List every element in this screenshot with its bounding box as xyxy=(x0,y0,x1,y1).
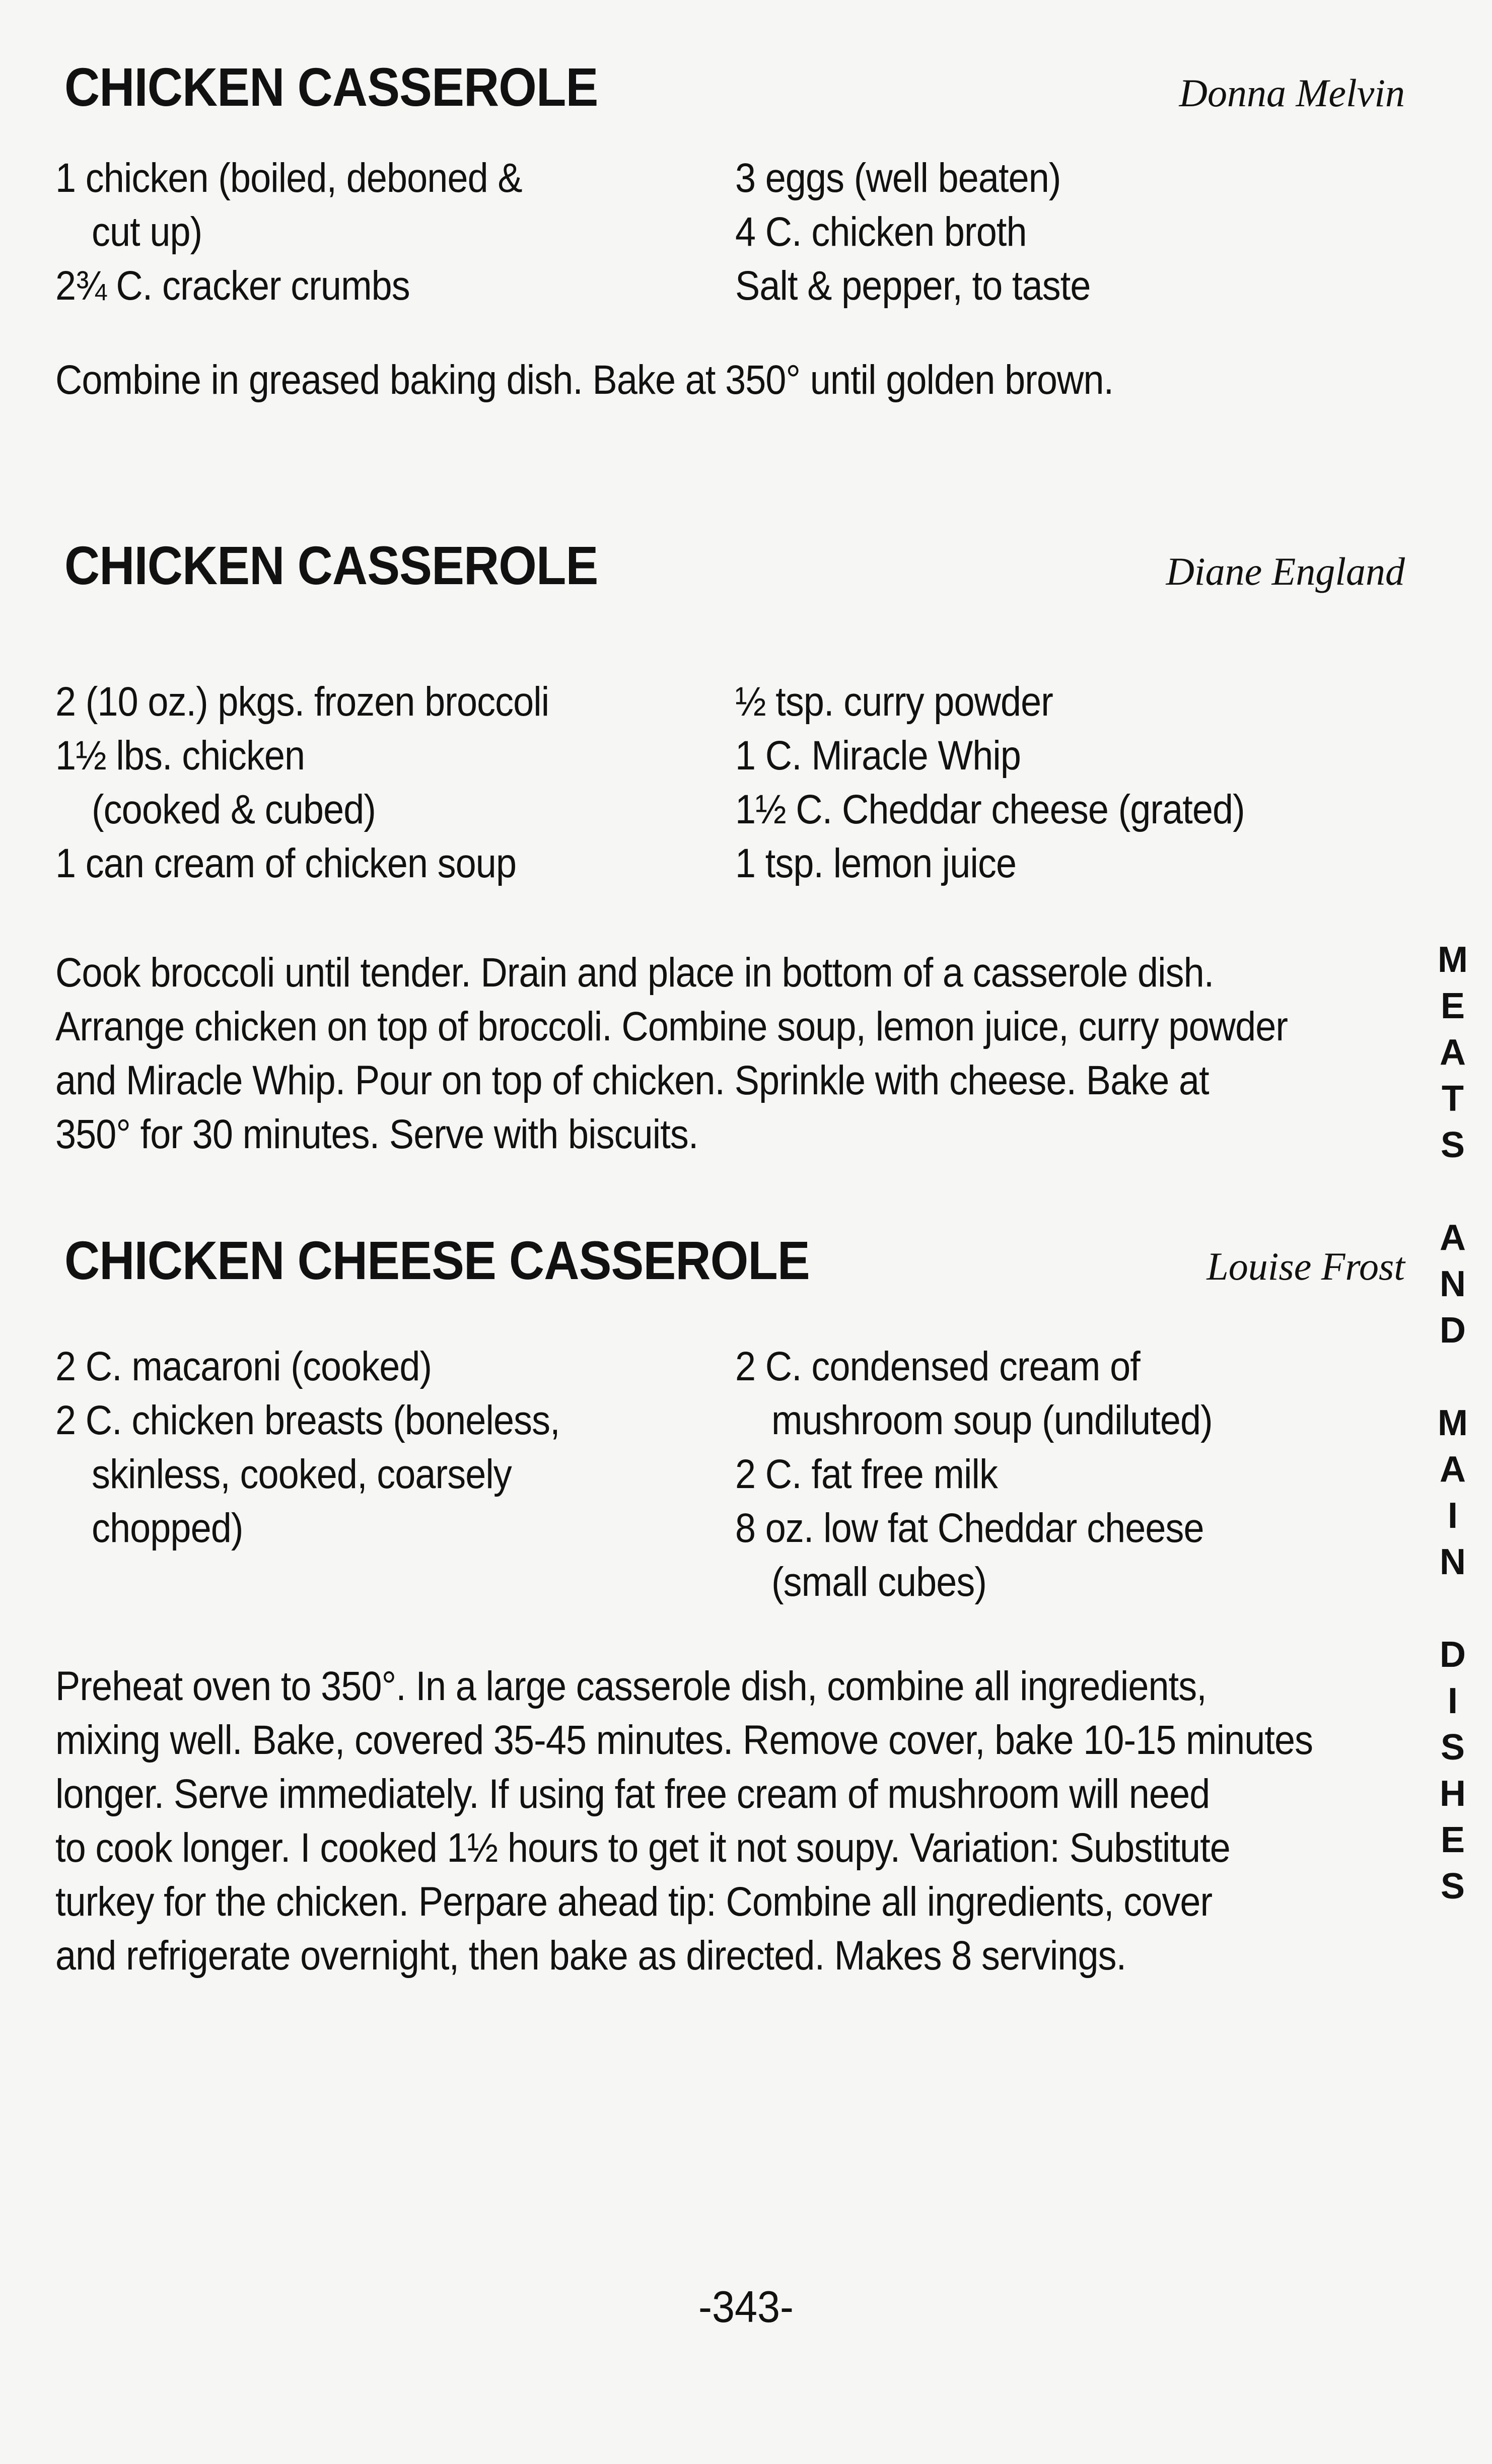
ingredient: 1 C. Miracle Whip xyxy=(735,733,1021,779)
side-tab-letter: A xyxy=(1440,1218,1466,1258)
ingredient: 2 C. chicken breasts (boneless, xyxy=(55,1397,560,1443)
direction-line: Cook broccoli until tender. Drain and place in bottom of a casserole dish. xyxy=(55,950,1214,996)
section-side-tab xyxy=(1425,937,1480,1910)
ingredient: (small cubes) xyxy=(771,1559,987,1605)
direction-line: and refrigerate overnight, then bake as directed. Makes 8 servings. xyxy=(55,1933,1126,1979)
side-tab-letter: M xyxy=(1438,1403,1468,1443)
recipe-title: CHICKEN CHEESE CASSEROLE xyxy=(64,1230,810,1291)
ingredient: Salt & pepper, to taste xyxy=(735,263,1091,309)
side-tab-letter: I xyxy=(1447,1681,1458,1721)
ingredient: 2 C. condensed cream of xyxy=(735,1344,1140,1389)
side-tab-letter: T xyxy=(1442,1079,1464,1119)
ingredient: skinless, cooked, coarsely xyxy=(92,1451,512,1497)
recipe-1 xyxy=(55,55,1405,407)
side-tab-letter: E xyxy=(1440,986,1465,1026)
page-number: -343- xyxy=(698,2282,794,2332)
recipe-3 xyxy=(55,1229,1405,1983)
ingredient: (cooked & cubed) xyxy=(92,787,376,832)
ingredient: 1½ lbs. chicken xyxy=(55,733,305,779)
ingredient: 1 tsp. lemon juice xyxy=(735,840,1017,886)
direction-line: longer. Serve immediately. If using fat free cream of mushroom will need xyxy=(55,1771,1210,1817)
side-tab-letter: A xyxy=(1440,1449,1466,1490)
recipe-author: Diane England xyxy=(1166,549,1405,593)
ingredient: 2 (10 oz.) pkgs. frozen broccoli xyxy=(55,679,549,725)
side-tab-letter: S xyxy=(1440,1866,1465,1907)
side-tab-letter: N xyxy=(1440,1264,1466,1304)
ingredient: ½ tsp. curry powder xyxy=(735,679,1053,725)
recipe-directions xyxy=(55,1659,1313,1983)
direction-line: mixing well. Bake, covered 35-45 minutes. Remove cover, bake 10-15 minutes xyxy=(55,1717,1313,1763)
ingredient: 2¾ C. cracker crumbs xyxy=(55,263,410,309)
direction-line: to cook longer. I cooked 1½ hours to get it not soupy. Variation: Substitute xyxy=(55,1825,1230,1871)
ingredient: mushroom soup (undiluted) xyxy=(771,1397,1213,1443)
ingredient: 3 eggs (well beaten) xyxy=(735,155,1061,201)
recipe-directions xyxy=(55,946,1288,1161)
side-tab-letter: A xyxy=(1440,1032,1466,1073)
side-tab-letter: S xyxy=(1440,1727,1465,1768)
direction-line: turkey for the chicken. Perpare ahead tip: Combine all ingredients, cover xyxy=(55,1879,1213,1925)
ingredient: cut up) xyxy=(92,209,202,255)
direction-line: Preheat oven to 350°. In a large casserole dish, combine all ingredients, xyxy=(55,1663,1206,1709)
side-tab-letter: M xyxy=(1438,940,1468,980)
side-tab-letter: N xyxy=(1440,1542,1466,1582)
side-tab-letter: S xyxy=(1440,1125,1465,1165)
ingredient: 2 C. macaroni (cooked) xyxy=(55,1344,432,1389)
side-tab-letter: H xyxy=(1440,1774,1466,1814)
direction-line: and Miracle Whip. Pour on top of chicken. Sprinkle with cheese. Bake at xyxy=(55,1058,1209,1103)
ingredient: chopped) xyxy=(92,1505,243,1551)
recipe-author: Louise Frost xyxy=(1206,1244,1405,1288)
side-tab-letter: E xyxy=(1440,1820,1465,1860)
side-tab-letter: D xyxy=(1440,1635,1466,1675)
ingredient: 2 C. fat free milk xyxy=(735,1451,998,1497)
ingredient: 8 oz. low fat Cheddar cheese xyxy=(735,1505,1204,1551)
ingredient: 1 chicken (boiled, deboned & xyxy=(55,155,522,201)
recipe-directions xyxy=(55,353,1270,407)
side-tab-letter: D xyxy=(1440,1310,1466,1351)
direction-line: 350° for 30 minutes. Serve with biscuits. xyxy=(55,1111,698,1157)
side-tab-letter: I xyxy=(1447,1496,1458,1536)
recipe-author: Donna Melvin xyxy=(1179,71,1405,115)
ingredient: 4 C. chicken broth xyxy=(735,209,1027,255)
direction-line: Combine in greased baking dish. Bake at 350° until golden brown. xyxy=(55,357,1114,403)
recipe-title: CHICKEN CASSEROLE xyxy=(64,535,598,596)
ingredient: 1½ C. Cheddar cheese (grated) xyxy=(735,787,1245,832)
recipe-title: CHICKEN CASSEROLE xyxy=(64,56,598,117)
ingredient: 1 can cream of chicken soup xyxy=(55,840,517,886)
direction-line: Arrange chicken on top of broccoli. Combine soup, lemon juice, curry powder xyxy=(55,1004,1288,1049)
recipe-2 xyxy=(55,534,1405,1161)
